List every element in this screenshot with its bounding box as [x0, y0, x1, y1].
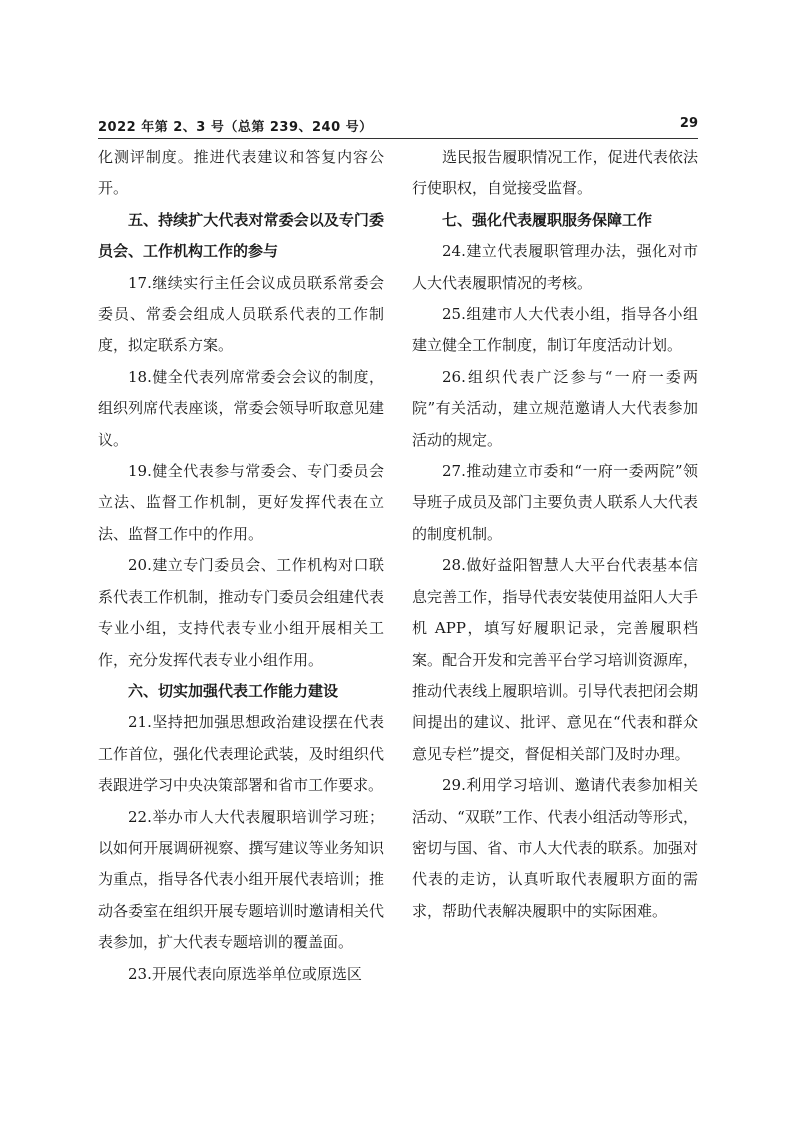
section-heading-5: 五、持续扩大代表对常委会以及专门委员会、工作机构工作的参与: [98, 210, 384, 261]
paragraph-17: 17.继续实行主任会议成员联系常委会委员、常委会组成人员联系代表的工作制度，拟定联系方案。: [98, 273, 384, 355]
section-heading-7: 七、强化代表履职服务保障工作: [442, 210, 653, 229]
paragraph-29: 29.利用学习培训、邀请代表参加相关活动、“双联”工作、代表小组活动等形式，密切与国、省、市人大代表的联系。加强对代表的走访，认真听取代表履职方面的需求，帮助代表解决履职中的实际困难。: [412, 776, 698, 920]
paragraph-18: 18.健全代表列席常委会会议的制度，组织列席代表座谈，常委会领导听取意见建议。: [98, 367, 384, 449]
continued-paragraph: 化测评制度。推进代表建议和答复内容公开。: [98, 148, 384, 198]
paragraph-23: 23.开展代表向原选举单位或原选区: [128, 964, 362, 983]
page-number: 29: [679, 116, 698, 131]
right-column: [412, 142, 698, 927]
left-column: [98, 142, 384, 990]
paragraph-25: 25.组建市人大代表小组，指导各小组建立健全工作制度，制订年度活动计划。: [412, 305, 698, 355]
paragraph-26: 26.组织代表广泛参与“一府一委两院”有关活动，建立规范邀请人大代表参加活动的规定。: [412, 367, 698, 449]
section-heading-6: 六、切实加强代表工作能力建设: [128, 681, 339, 700]
paragraph-21: 21.坚持把加强思想政治建设摆在代表工作首位，强化代表理论武装，及时组织代表跟进学习中央决策部署和省市工作要求。: [98, 713, 384, 795]
paragraph-24: 24.建立代表履职管理办法，强化对市人大代表履职情况的考核。: [412, 242, 698, 292]
paragraph-22: 22.举办市人大代表履职培训学习班；以如何开展调研视察、撰写建议等业务知识为重点，指导各代表小组开展代表培训；推动各委室在组织开展专题培训时邀请相关代表参加，扩大代表专题培训的覆盖面。: [98, 807, 384, 952]
paragraph-19: 19.健全代表参与常委会、专门委员会立法、监督工作机制，更好发挥代表在立法、监督工作中的作用。: [98, 462, 384, 543]
paragraph-27: 27.推动建立市委和“一府一委两院”领导班子成员及部门主要负责人联系人大代表的制度机制。: [412, 462, 698, 543]
issue-info: 2022 年第 2、3 号（总第 239、240 号）: [98, 120, 373, 135]
paragraph-20: 20.建立专门委员会、工作机构对口联系代表工作机制，推动专门委员会组建代表专业小组，支持代表专业小组开展相关工作，充分发挥代表专业小组作用。: [98, 556, 384, 669]
page-header: [98, 116, 698, 136]
continued-paragraph: 选民报告履职情况工作，促进代表依法行使职权，自觉接受监督。: [412, 148, 698, 198]
header-divider: [98, 138, 698, 139]
paragraph-28: 28.做好益阳智慧人大平台代表基本信息完善工作，指导代表安装使用益阳人大手机 APP，填写好履职记录，完善履职档案。配合开发和完善平台学习培训资源库，推动代表线上履职培训。引导代表把闭会期间提出的建议、批评、意见在“代表和群众意见专栏”提交，督促相关部门及时办理。: [412, 556, 698, 763]
